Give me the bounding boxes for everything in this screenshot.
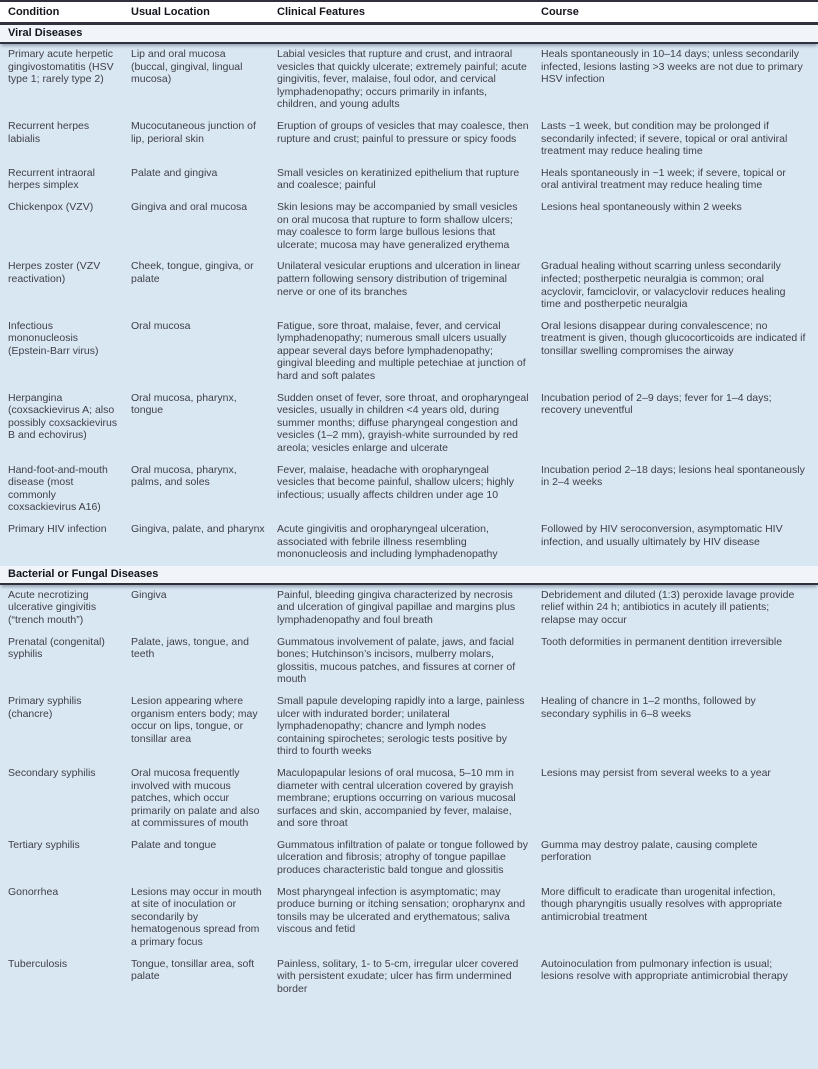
location-cell: Lesions may occur in mouth at site of inoculation or secondarily by hematogenous spread from a primary focus [131, 885, 262, 949]
location-cell: Tongue, tonsillar area, soft palate [131, 957, 255, 983]
condition-cell: Infectious mononucleosis (Epstein-Barr virus) [8, 319, 99, 357]
features-cell: Skin lesions may be accompanied by small vesicles on oral mucosa that rupture to form shallow ulcers; may coalesce to form large bullous lesions that ulcerate; mucosa may have generalized erythema [277, 200, 518, 251]
features-cell: Unilateral vesicular eruptions and ulceration in linear pattern following sensory distribution of trigeminal nerve or one of its branches [277, 260, 521, 298]
location-cell: Palate and tongue [131, 838, 217, 851]
course-cell: More difficult to eradicate than urogenital infection, though pharyngitis usually resolves with appropriate antimicrobial treatment [541, 885, 783, 923]
condition-cell: Herpangina (coxsackievirus A; also possibly coxsackievirus B and echovirus) [8, 391, 118, 442]
features-cell: Most pharyngeal infection is asymptomatic; may produce burning or itching sensation; oropharynx and tonsils may be ulcerated and erythematous; saliva viscous and fetid [277, 885, 526, 936]
table-row [0, 954, 818, 1001]
features-cell: Fatigue, sore throat, malaise, fever, and cervical lymphadenopathy; numerous small ulcers usually appear several days before lymphadenopathy; gingival bleeding and multiple petechiae at junction of hard and soft palates [277, 319, 526, 383]
course-cell: Autoinoculation from pulmonary infection is usual; lesions resolve with appropriate antimicrobial therapy [541, 957, 788, 983]
features-cell: Gummatous involvement of palate, jaws, and facial bones; Hutchinson’s incisors, mulberry molars, glossitis, mucous patches, and fissures at corner of mouth [277, 635, 516, 686]
location-cell: Cheek, tongue, gingiva, or palate [131, 260, 254, 285]
location-cell: Oral mucosa frequently involved with mucous patches, which occur primarily on palate and also at commissures of mouth [131, 766, 260, 830]
location-cell: Palate, jaws, tongue, and teeth [131, 635, 249, 661]
condition-cell: Primary HIV infection [8, 523, 107, 535]
section-header: Viral Diseases [0, 25, 818, 44]
column-header-usual-location: Usual Location [131, 6, 210, 18]
table-row [0, 460, 818, 519]
table-row [0, 163, 818, 197]
course-cell: Tooth deformities in permanent dentition irreversible [541, 635, 783, 648]
condition-cell: Tuberculosis [8, 957, 68, 970]
condition-cell: Recurrent intraoral herpes simplex [8, 166, 95, 192]
condition-cell: Prenatal (congenital) syphilis [8, 635, 105, 661]
condition-cell: Chickenpox (VZV) [8, 200, 94, 213]
features-cell: Small papule developing rapidly into a large, painless ulcer with indurated border; unilateral lymphadenopathy; chancre and lymph nodes containing spirochetes; serologic tests positive by third to fourth weeks [277, 694, 525, 758]
table-row [0, 632, 818, 691]
course-cell: Gradual healing without scarring unless secondarily infected; postherpetic neuralgia is common; oral acyclovir, famciclovir, or valacyclovir reduces healing time and postherpetic neuralgia [541, 260, 786, 311]
condition-cell: Primary syphilis (chancre) [8, 694, 82, 720]
section-header: Bacterial or Fungal Diseases [0, 566, 818, 585]
table-row [0, 316, 818, 388]
table-row [0, 116, 818, 163]
condition-cell: Herpes zoster (VZV reactivation) [8, 260, 101, 285]
features-cell: Sudden onset of fever, sore throat, and oropharyngeal vesicles, usually in children <4 years old, during summer months; diffuse pharyngeal congestion and vesicles (1–2 mm), grayish-white surrounded by red areola; vesicles enlarge and ulcerate [277, 391, 529, 455]
features-cell: Painless, solitary, 1- to 5-cm, irregular ulcer covered with persistent exudate; ulcer has firm undermined border [277, 957, 519, 995]
location-cell: Lip and oral mucosa (buccal, gingival, lingual mucosa) [131, 48, 243, 86]
location-cell: Mucocutaneous junction of lip, perioral skin [131, 119, 256, 145]
course-cell: Lesions may persist from several weeks to a year [541, 766, 771, 779]
table-row [0, 388, 818, 460]
location-cell: Gingiva and oral mucosa [131, 200, 248, 213]
location-cell: Oral mucosa [131, 319, 191, 332]
course-cell: Lasts ~1 week, but condition may be prolonged if secondarily infected; if severe, topical or oral antiviral treatment may reduce healing time [541, 119, 788, 158]
location-cell: Gingiva, palate, and pharynx [131, 523, 265, 535]
features-cell: Small vesicles on keratinized epithelium that rupture and coalesce; painful [277, 166, 520, 192]
table-row [0, 256, 818, 315]
column-header-course: Course [541, 6, 579, 18]
table-row [0, 835, 818, 882]
course-cell: Heals spontaneously in ~1 week; if severe, topical or oral antiviral treatment may reduce healing time [541, 166, 786, 192]
course-cell: Gumma may destroy palate, causing complete perforation [541, 838, 758, 864]
location-cell: Oral mucosa, pharynx, palms, and soles [131, 463, 237, 489]
course-cell: Incubation period of 2–9 days; fever for 1–4 days; recovery uneventful [541, 391, 772, 417]
location-cell: Lesion appearing where organism enters body; may occur on lips, tongue, or tonsillar area [131, 694, 258, 745]
table-row [0, 763, 818, 835]
table-row [0, 44, 818, 116]
features-cell: Painful, bleeding gingiva characterized by necrosis and ulceration of gingival papillae and margins plus lymphadenopathy and foul breath [277, 588, 516, 626]
features-cell: Acute gingivitis and oropharyngeal ulceration, associated with febrile illness resembling mononucleosis and including lymphadenopathy [277, 523, 498, 561]
condition-cell: Tertiary syphilis [8, 838, 80, 851]
features-cell: Fever, malaise, headache with oropharyngeal vesicles that become painful, shallow ulcers; highly infectious; usually affects children under age 10 [277, 463, 514, 501]
features-cell: Eruption of groups of vesicles that may coalesce, then rupture and crust; painful to pressure or spicy foods [277, 119, 529, 145]
condition-cell: Acute necrotizing ulcerative gingivitis (“trench mouth”) [8, 588, 97, 626]
condition-cell: Gonorrhea [8, 885, 59, 898]
location-cell: Gingiva [131, 588, 167, 601]
column-header-condition: Condition [8, 6, 60, 18]
course-cell: Followed by HIV seroconversion, asymptomatic HIV infection, and usually ultimately by HIV disease [541, 523, 783, 548]
table-row [0, 519, 818, 566]
course-cell: Debridement and diluted (1:3) peroxide lavage provide relief within 24 h; antibiotics in acutely ill patients; relapse may occur [541, 588, 795, 626]
course-cell: Lesions heal spontaneously within 2 weeks [541, 200, 742, 213]
course-cell: Incubation period 2–18 days; lesions heal spontaneously in 2–4 weeks [541, 463, 805, 489]
location-cell: Palate and gingiva [131, 166, 218, 179]
course-cell: Oral lesions disappear during convalescence; no treatment is given, though glucocorticoids are indicated if tonsillar swelling compromises the airway [541, 319, 806, 357]
course-cell: Healing of chancre in 1–2 months, followed by secondary syphilis in 6–8 weeks [541, 694, 756, 720]
features-cell: Maculopapular lesions of oral mucosa, 5–10 mm in diameter with central ulceration covered by grayish membrane; eruptions occurring on various mucosal surfaces and skin, accompanied by fever, malaise, and sore throat [277, 766, 516, 830]
table-body [0, 25, 818, 1000]
condition-cell: Recurrent herpes labialis [8, 119, 90, 145]
column-header-clinical-features: Clinical Features [277, 6, 366, 18]
features-cell: Labial vesicles that rupture and crust, and intraoral vesicles that quickly ulcerate; extremely painful; acute gingivitis, fever, malaise, foul odor, and cervical lymphadenopathy; occurs primarily in infants, children, and young adults [277, 48, 527, 111]
location-cell: Oral mucosa, pharynx, tongue [131, 391, 237, 417]
condition-cell: Hand-foot-and-mouth disease (most commonly coxsackievirus A16) [8, 463, 108, 514]
table-row [0, 197, 818, 256]
course-cell: Heals spontaneously in 10–14 days; unless secondarily infected, lesions lasting >3 weeks are not due to primary HSV infection [541, 48, 803, 86]
condition-cell: Primary acute herpetic gingivostomatitis (HSV type 1; rarely type 2) [8, 48, 114, 86]
condition-cell: Secondary syphilis [8, 766, 96, 779]
table-row [0, 691, 818, 763]
table-row [0, 585, 818, 632]
features-cell: Gummatous infiltration of palate or tongue followed by ulceration and fibrosis; atrophy of tongue papillae produces characteristic bald tongue and glossitis [277, 838, 528, 877]
table-header-row [0, 0, 818, 25]
table-row [0, 882, 818, 954]
